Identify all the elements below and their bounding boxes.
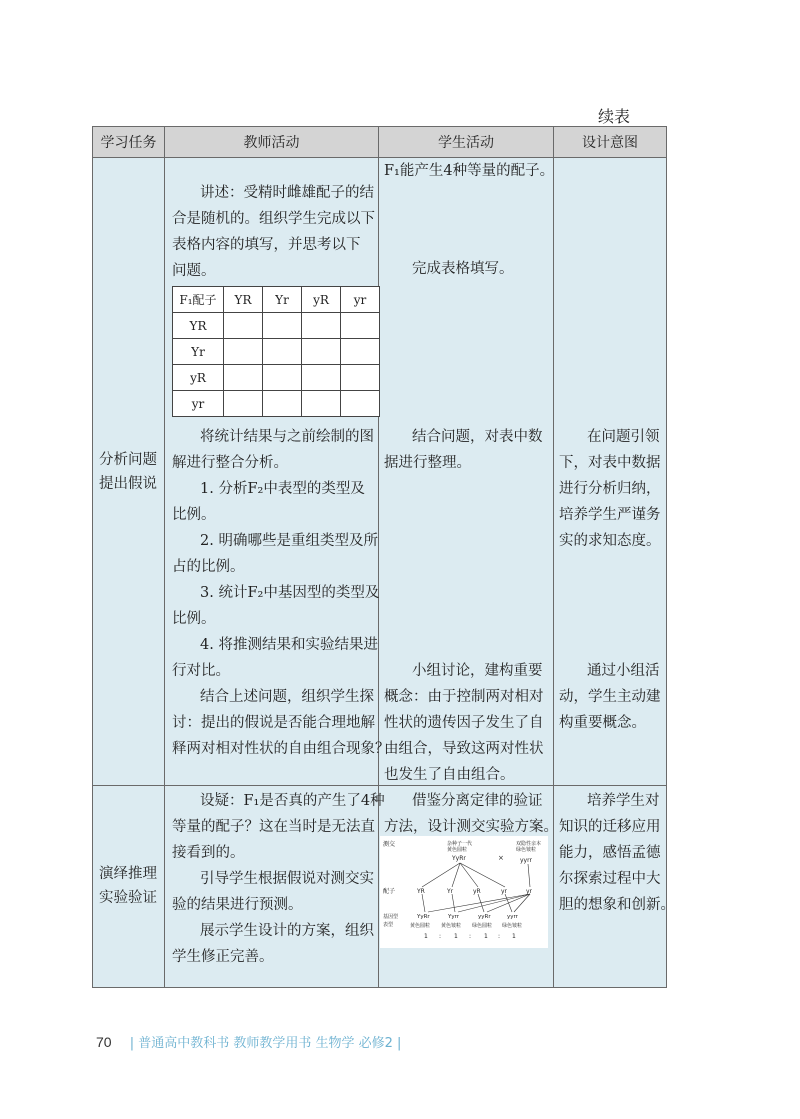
testcross-diagram — [380, 836, 548, 948]
table-cell — [263, 313, 302, 339]
table-row-header: yR — [173, 365, 224, 391]
diagram-offspring-geno: Yyrr — [448, 914, 460, 920]
diagram-ratio: : — [439, 933, 442, 940]
design-concept: 通过小组活 动，学生主动建 构重要概念。 — [559, 663, 661, 731]
diagram-offspring-pheno: 绿色皱粒 — [502, 923, 523, 929]
table-cell — [224, 365, 263, 391]
student-gametes: F₁能产生4种等量的配子。 — [384, 163, 555, 179]
diagram-gamete: yr — [526, 888, 533, 895]
diagram-ratio: 1 — [484, 933, 488, 940]
header-teacher: 教师活动 — [164, 126, 379, 158]
diagram-ratio: 1 — [512, 933, 516, 940]
table-corner: F₁配子 — [173, 287, 224, 313]
diagram-ratio: : — [469, 933, 472, 940]
diagram-label-gamete: 配子 — [383, 888, 396, 895]
table-row-header: yr — [173, 391, 224, 417]
table-cell — [302, 365, 341, 391]
diagram-offspring-pheno: 绿色圆粒 — [472, 923, 493, 929]
diagram-hybrid-geno: YyRr — [452, 855, 466, 862]
row2-task: 演绎推理 实验验证 — [99, 866, 157, 906]
table-cell — [224, 313, 263, 339]
teacher-analysis: 将统计结果与之前绘制的图 解进行整合分析。 1. 分析F₂中表型的类型及 比例。 2. 明确哪些是重组类型及所 占的比例。 3. 统计F₂中基因型的类型及 比例。 4. 将推测结果和实验结果进 行对比。 结合上述问题，组织学生探 讨：提出的假说是否能合理地解 释两对相对性状的自由组合现象？ — [172, 429, 390, 757]
student-fill-table: 完成表格填写。 — [412, 261, 514, 277]
table-cell — [341, 391, 380, 417]
design-transfer: 培养学生对 知识的迁移应用 能力，感悟孟德 尔探索过程中大 胆的想象和创新。 — [559, 793, 675, 913]
diagram-gamete: Yr — [447, 888, 454, 895]
diagram-gamete: yR — [473, 888, 481, 895]
diagram-gamete: yr — [501, 888, 508, 895]
table-cell — [302, 313, 341, 339]
header-task: 学习任务 — [92, 126, 165, 158]
table-cell — [263, 365, 302, 391]
diagram-recessive-geno: yyrr — [520, 857, 532, 864]
header-design: 设计意图 — [553, 126, 667, 158]
diagram-offspring-geno: YyRr — [417, 914, 430, 920]
diagram-offspring-geno: yyrr — [507, 914, 518, 920]
table-cell — [263, 391, 302, 417]
diagram-ratio: 1 — [424, 933, 428, 940]
table-col-header: yr — [341, 287, 380, 313]
table-cell — [224, 391, 263, 417]
table-cell — [341, 365, 380, 391]
teacher-testcross: 设疑：F₁是否真的产生了4种 等量的配子？这在当时是无法直 接看到的。 引导学生根据假说对测交实 验的结果进行预测。 展示学生设计的方案，组织 学生修正完善。 — [172, 793, 385, 965]
table-col-header: yR — [302, 287, 341, 313]
diagram-label-testcross: 测交 — [383, 841, 396, 848]
diagram-cross-sign: × — [498, 854, 504, 862]
diagram-offspring-pheno: 黄色圆粒 — [410, 923, 431, 929]
table-cell — [302, 339, 341, 365]
student-design-testcross: 借鉴分离定律的验证 方法，设计测交实验方案。 — [384, 793, 558, 835]
table-cell — [341, 339, 380, 365]
diagram-hybrid-title: 杂种子一代 — [447, 841, 473, 847]
diagram-ratio: : — [498, 933, 501, 940]
table-row-header: Yr — [173, 339, 224, 365]
page-number: 70 — [96, 1034, 112, 1050]
table-cell — [263, 339, 302, 365]
diagram-offspring-pheno: 黄色皱粒 — [441, 923, 462, 929]
teacher-intro: 讲述：受精时雌雄配子的结 合是随机的。组织学生完成以下 表格内容的填写，并思考以下 问题。 — [172, 185, 375, 279]
table-cell — [224, 339, 263, 365]
diagram-recessive-title: 双隐性亲本 — [516, 841, 542, 847]
diagram-hybrid-title: 黄色圆粒 — [447, 847, 468, 853]
diagram-label-pheno: 表型 — [383, 922, 394, 928]
table-col-header: YR — [224, 287, 263, 313]
row1-task: 分析问题 提出假说 — [99, 452, 157, 492]
gamete-combination-table — [172, 286, 380, 417]
table-cell — [341, 313, 380, 339]
diagram-offspring-geno: yyRr — [478, 914, 491, 920]
continued-label: 续表 — [598, 107, 631, 126]
book-title: | 普通高中教科书 教师教学用书 生物学 必修2 | — [129, 1036, 402, 1051]
page-footer — [96, 1032, 401, 1051]
design-analysis: 在问题引领 下，对表中数据 进行分析归纳， 培养学生严谨务 实的求知态度。 — [559, 429, 661, 549]
diagram-gamete: YR — [417, 888, 425, 895]
table-cell — [302, 391, 341, 417]
student-organize: 结合问题，对表中数 据进行整理。 — [384, 429, 543, 471]
diagram-recessive-title: 绿色皱粒 — [516, 847, 537, 853]
table-row-header: YR — [173, 313, 224, 339]
student-discussion: 小组讨论，建构重要 概念：由于控制两对相对 性状的遗传因子发生了自 由组合，导致这两对性状 也发生了自由组合。 — [384, 663, 544, 783]
header-student: 学生活动 — [378, 126, 554, 158]
diagram-ratio: 1 — [454, 933, 458, 940]
table-col-header: Yr — [263, 287, 302, 313]
diagram-label-geno: 基因型 — [383, 914, 399, 920]
